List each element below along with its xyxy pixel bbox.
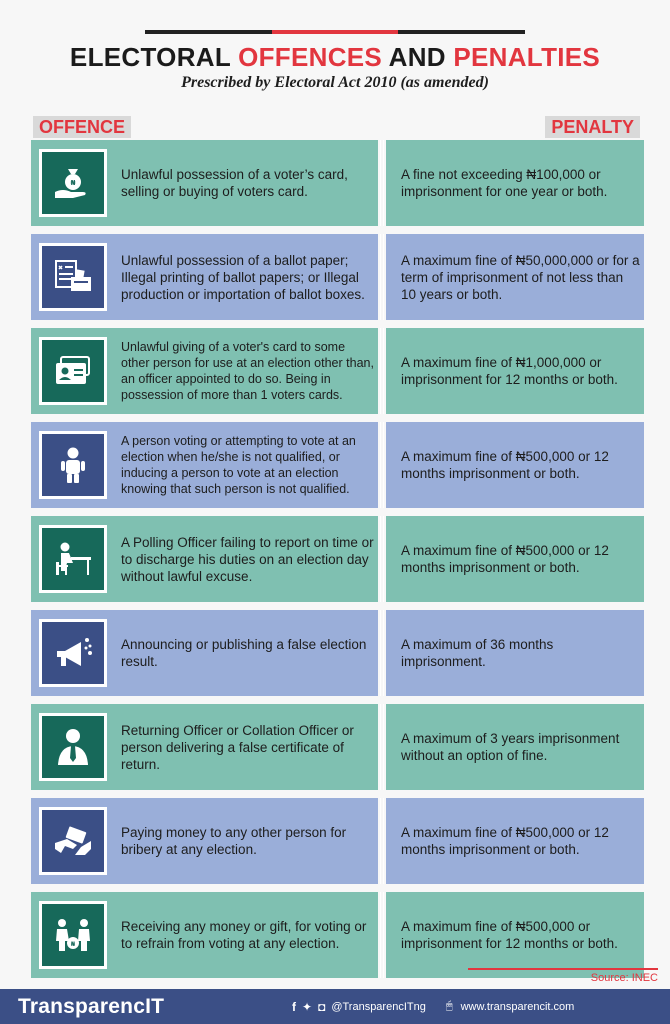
officer-at-desk-icon — [39, 525, 107, 593]
money-bag-hand-icon — [39, 149, 107, 217]
page-subtitle: Prescribed by Electoral Act 2010 (as amended) — [181, 74, 489, 91]
penalty-text: A fine not exceeding ₦100,000 or imprisonment for one year or both. — [401, 167, 608, 199]
offence-text: Returning Officer or Collation Officer or person delivering a false certificate of return. — [121, 722, 354, 772]
title-part: AND — [382, 42, 454, 72]
social-handle[interactable]: @TransparencITng — [331, 1001, 426, 1013]
svg-text:₦: ₦ — [70, 941, 76, 948]
offence-text: Unlawful giving of a voter's card to some other person for use at an election other than, an officer appointed to do so. Being in possession of more than 1 voters cards. — [121, 340, 374, 402]
table-row — [31, 422, 644, 508]
table-row — [31, 140, 644, 226]
money-handover-icon — [39, 807, 107, 875]
top-accent-bar — [145, 30, 525, 34]
penalty-text: A maximum fine of ₦500,000 or 12 months imprisonment or both. — [401, 543, 609, 575]
offence-column-header: OFFENCE — [33, 116, 131, 138]
offence-text: Unlawful possession of a voter’s card, selling or buying of voters card. — [121, 167, 348, 199]
source-divider — [468, 968, 658, 970]
ballot-box-icon — [39, 243, 107, 311]
offence-text: A person voting or attempting to vote at an election when he/she is not qualified, or inducing a person to vote at an election knowing that such person is not qualified. — [121, 434, 356, 496]
brand-logo: TransparencIT — [18, 995, 165, 1018]
source-note: Source: INEC — [590, 972, 658, 984]
column-divider — [378, 422, 386, 508]
column-divider — [378, 798, 386, 884]
offence-text: Announcing or publishing a false election result. — [121, 637, 367, 669]
offence-text: A Polling Officer failing to report on time or to discharge his duties on an election day without lawful excuse. — [121, 534, 374, 584]
child-icon — [39, 431, 107, 499]
column-divider — [378, 610, 386, 696]
column-divider — [378, 140, 386, 226]
penalty-text: A maximum fine of ₦500,000 or imprisonment for 12 months or both. — [401, 919, 618, 951]
offence-text: Paying money to any other person for bribery at any election. — [121, 825, 347, 857]
table-row — [31, 610, 644, 696]
penalty-text: A maximum fine of ₦50,000,000 or for a term of imprisonment of not less than 10 years or both. — [401, 252, 640, 302]
column-divider — [378, 516, 386, 602]
title-part: ELECTORAL — [69, 42, 239, 72]
table-row — [31, 798, 644, 884]
offence-text: Receiving any money or gift, for voting or to refrain from voting at any election. — [121, 919, 367, 951]
voter-card-icon — [39, 337, 107, 405]
column-divider — [378, 328, 386, 414]
accent-segment-red — [272, 30, 399, 34]
accent-segment — [145, 30, 272, 34]
instagram-icon[interactable]: ◘ — [318, 1000, 326, 1014]
table-row — [31, 328, 644, 414]
penalty-text: A maximum of 3 years imprisonment without an option of fine. — [401, 731, 620, 763]
receiving-money-icon — [39, 901, 107, 969]
website-link[interactable] — [446, 1000, 574, 1013]
title-part: OFFENCES — [238, 42, 383, 72]
website-text[interactable]: www.transparencit.com — [460, 1000, 575, 1013]
footer-bar — [0, 989, 670, 1024]
penalty-column-header: PENALTY — [545, 116, 640, 138]
penalty-text: A maximum fine of ₦500,000 or 12 months imprisonment or both. — [401, 825, 609, 857]
page-title — [0, 42, 670, 73]
column-divider — [378, 704, 386, 790]
penalty-text: A maximum of 36 months imprisonment. — [401, 637, 554, 669]
official-person-icon — [39, 713, 107, 781]
table-row — [31, 516, 644, 602]
social-links — [292, 1000, 426, 1014]
penalty-text: A maximum fine of ₦500,000 or 12 months imprisonment or both. — [401, 449, 609, 481]
twitter-icon[interactable]: ✦ — [302, 1000, 313, 1014]
title-part: PENALTIES — [453, 42, 601, 72]
megaphone-icon — [39, 619, 107, 687]
facebook-icon[interactable]: f — [292, 1000, 296, 1014]
table-row — [31, 704, 644, 790]
accent-segment — [398, 30, 525, 34]
table-row — [31, 234, 644, 320]
column-divider — [378, 234, 386, 320]
mouse-icon: 🖱 — [446, 1000, 453, 1012]
column-divider — [378, 892, 386, 978]
penalty-text: A maximum fine of ₦1,000,000 or imprisonment for 12 months or both. — [401, 355, 618, 387]
offence-text: Unlawful possession of a ballot paper; Illegal printing of ballot papers; or Illegal production or importation of ballot boxes. — [121, 252, 365, 302]
svg-text:₦: ₦ — [70, 179, 76, 187]
table-row — [31, 892, 644, 978]
